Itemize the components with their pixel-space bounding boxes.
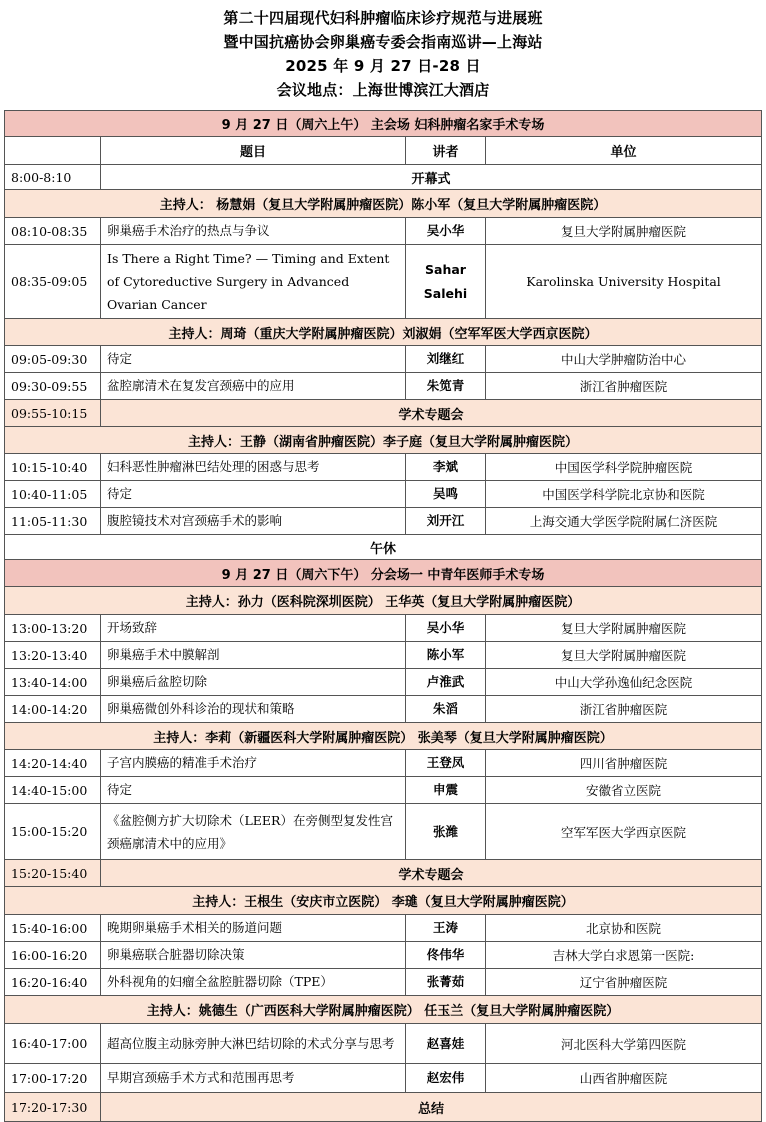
speaker-affiliation: 复旦大学附属肿瘤医院 — [486, 615, 762, 642]
schedule-table — [4, 110, 762, 1122]
talk-row — [5, 750, 762, 777]
speaker-column-header: 讲者 — [406, 137, 486, 165]
talk-row — [5, 1064, 762, 1093]
talk-row — [5, 696, 762, 723]
agenda-item-title: 开幕式 — [101, 165, 762, 190]
talk-row — [5, 915, 762, 942]
time-slot: 17:20-17:30 — [5, 1093, 101, 1122]
topic-column-header: 题目 — [101, 137, 406, 165]
moderator-row — [5, 723, 762, 750]
program-venue: 会议地点：上海世博滨江大酒店 — [276, 81, 490, 99]
speaker-affiliation: Karolinska University Hospital — [486, 245, 762, 319]
moderator-text: 主持人：孙力（医科院深圳医院） 王华英（复旦大学附属肿瘤医院） — [5, 587, 762, 615]
talk-row — [5, 481, 762, 508]
talk-row — [5, 804, 762, 860]
talk-row — [5, 454, 762, 481]
talk-row — [5, 642, 762, 669]
talk-topic: 开场致辞 — [101, 615, 406, 642]
speaker-name: 李斌 — [406, 454, 486, 481]
talk-row — [5, 615, 762, 642]
moderator-text: 主持人：王根生（安庆市立医院） 李璡（复旦大学附属肿瘤医院） — [5, 887, 762, 915]
time-slot: 17:00-17:20 — [5, 1064, 101, 1093]
speaker-affiliation: 山西省肿瘤医院 — [486, 1064, 762, 1093]
talk-topic: 外科视角的妇瘤全盆腔脏器切除（TPE） — [101, 969, 406, 996]
moderator-text: 主持人：王静（湖南省肿瘤医院）李子庭（复旦大学附属肿瘤医院） — [5, 427, 762, 454]
speaker-affiliation: 中山大学肿瘤防治中心 — [486, 346, 762, 373]
time-slot: 15:20-15:40 — [5, 860, 101, 887]
speaker-affiliation: 河北医科大学第四医院 — [486, 1024, 762, 1064]
moderator-row — [5, 887, 762, 915]
speaker-name: 刘开江 — [406, 508, 486, 535]
speaker-affiliation: 中国医学科学院北京协和医院 — [486, 481, 762, 508]
talk-topic: 妇科恶性肿瘤淋巴结处理的困惑与思考 — [101, 454, 406, 481]
speaker-name: 佟伟华 — [406, 942, 486, 969]
talk-topic: 待定 — [101, 481, 406, 508]
time-slot: 09:30-09:55 — [5, 373, 101, 400]
time-slot: 13:40-14:00 — [5, 669, 101, 696]
speaker-name: 陈小军 — [406, 642, 486, 669]
time-slot: 16:40-17:00 — [5, 1024, 101, 1064]
speaker-affiliation: 吉林大学白求恩第一医院: — [486, 942, 762, 969]
moderator-text: 主持人：李莉（新疆医科大学附属肿瘤医院） 张美琴（复旦大学附属肿瘤医院） — [5, 723, 762, 750]
talk-topic: 超高位腹主动脉旁肿大淋巴结切除的术式分享与思考 — [101, 1024, 406, 1064]
speaker-affiliation: 辽宁省肿瘤医院 — [486, 969, 762, 996]
agenda-item-row — [5, 165, 762, 190]
talk-topic: 盆腔廓清术在复发宫颈癌中的应用 — [101, 373, 406, 400]
break-row — [5, 535, 762, 560]
talk-row — [5, 508, 762, 535]
talk-topic: 早期宫颈癌手术方式和范围再思考 — [101, 1064, 406, 1093]
talk-topic: 待定 — [101, 346, 406, 373]
moderator-row — [5, 319, 762, 346]
moderator-text: 主持人：姚德生（广西医科大学附属肿瘤医院） 任玉兰（复旦大学附属肿瘤医院） — [5, 996, 762, 1024]
program-subtitle: 暨中国抗癌协会卵巢癌专委会指南巡讲—上海站 — [223, 33, 543, 51]
agenda-item-row — [5, 860, 762, 887]
time-slot: 14:40-15:00 — [5, 777, 101, 804]
session-header-row — [5, 560, 762, 587]
time-slot: 11:05-11:30 — [5, 508, 101, 535]
program-header — [0, 0, 766, 102]
speaker-name: 张潍 — [406, 804, 486, 860]
speaker-name: 吴鸣 — [406, 481, 486, 508]
speaker-affiliation: 上海交通大学医学院附属仁济医院 — [486, 508, 762, 535]
speaker-affiliation: 空军军医大学西京医院 — [486, 804, 762, 860]
moderator-text: 主持人：周琦（重庆大学附属肿瘤医院）刘淑娟（空军军医大学西京医院） — [5, 319, 762, 346]
session-title: 9 月 27 日（周六下午） 分会场一 中青年医师手术专场 — [5, 560, 762, 587]
unit-column-header: 单位 — [486, 137, 762, 165]
speaker-name: 卢淮武 — [406, 669, 486, 696]
time-slot: 15:40-16:00 — [5, 915, 101, 942]
talk-row — [5, 1024, 762, 1064]
speaker-affiliation: 中山大学孙逸仙纪念医院 — [486, 669, 762, 696]
speaker-affiliation: 安徽省立医院 — [486, 777, 762, 804]
speaker-affiliation: 复旦大学附属肿瘤医院 — [486, 218, 762, 245]
time-slot: 09:05-09:30 — [5, 346, 101, 373]
time-slot: 14:00-14:20 — [5, 696, 101, 723]
speaker-affiliation: 浙江省肿瘤医院 — [486, 696, 762, 723]
column-header-row — [5, 137, 762, 165]
time-slot: 10:15-10:40 — [5, 454, 101, 481]
speaker-name: 赵喜娃 — [406, 1024, 486, 1064]
speaker-name: 吴小华 — [406, 615, 486, 642]
moderator-text: 主持人： 杨慧娟（复旦大学附属肿瘤医院）陈小军（复旦大学附属肿瘤医院） — [5, 190, 762, 218]
speaker-name: Sahar Salehi — [406, 245, 486, 319]
speaker-name: 张菁茹 — [406, 969, 486, 996]
talk-row — [5, 969, 762, 996]
program-dates: 2025 年 9 月 27 日-28 日 — [285, 57, 481, 75]
speaker-name: 朱滔 — [406, 696, 486, 723]
time-slot: 16:20-16:40 — [5, 969, 101, 996]
speaker-name: 朱笕青 — [406, 373, 486, 400]
talk-row — [5, 218, 762, 245]
talk-topic: 卵巢癌手术中膜解剖 — [101, 642, 406, 669]
talk-topic: 腹腔镜技术对宫颈癌手术的影响 — [101, 508, 406, 535]
speaker-name: 申震 — [406, 777, 486, 804]
agenda-item-title: 总结 — [101, 1093, 762, 1122]
moderator-row — [5, 587, 762, 615]
agenda-item-title: 学术专题会 — [101, 400, 762, 427]
agenda-item-row — [5, 400, 762, 427]
talk-row — [5, 669, 762, 696]
talk-topic: 卵巢癌联合脏器切除决策 — [101, 942, 406, 969]
speaker-affiliation: 浙江省肿瘤医院 — [486, 373, 762, 400]
speaker-name: 吴小华 — [406, 218, 486, 245]
time-slot: 15:00-15:20 — [5, 804, 101, 860]
speaker-name: 刘继红 — [406, 346, 486, 373]
program-title: 第二十四届现代妇科肿瘤临床诊疗规范与进展班 — [223, 9, 543, 27]
speaker-name: 赵宏伟 — [406, 1064, 486, 1093]
talk-topic: 卵巢癌后盆腔切除 — [101, 669, 406, 696]
time-slot: 16:00-16:20 — [5, 942, 101, 969]
talk-row — [5, 777, 762, 804]
time-slot: 13:00-13:20 — [5, 615, 101, 642]
talk-topic: 子宫内膜癌的精准手术治疗 — [101, 750, 406, 777]
talk-row — [5, 346, 762, 373]
time-slot: 14:20-14:40 — [5, 750, 101, 777]
speaker-affiliation: 四川省肿瘤医院 — [486, 750, 762, 777]
talk-topic: 卵巢癌微创外科诊治的现状和策略 — [101, 696, 406, 723]
talk-topic: 卵巢癌手术治疗的热点与争议 — [101, 218, 406, 245]
time-slot: 08:35-09:05 — [5, 245, 101, 319]
break-label: 午休 — [5, 535, 762, 560]
agenda-item-title: 学术专题会 — [101, 860, 762, 887]
talk-row — [5, 245, 762, 319]
talk-topic: 晚期卵巢癌手术相关的肠道问题 — [101, 915, 406, 942]
moderator-row — [5, 996, 762, 1024]
talk-row — [5, 373, 762, 400]
talk-topic: 待定 — [101, 777, 406, 804]
time-slot: 8:00-8:10 — [5, 165, 101, 190]
speaker-name: 王登凤 — [406, 750, 486, 777]
moderator-row — [5, 427, 762, 454]
agenda-item-row — [5, 1093, 762, 1122]
time-slot: 10:40-11:05 — [5, 481, 101, 508]
time-slot: 08:10-08:35 — [5, 218, 101, 245]
talk-topic: 《盆腔侧方扩大切除术（LEER）在旁侧型复发性宫颈癌廓清术中的应用》 — [101, 804, 406, 860]
time-column-header — [5, 137, 101, 165]
speaker-affiliation: 中国医学科学院肿瘤医院 — [486, 454, 762, 481]
session-title: 9 月 27 日（周六上午） 主会场 妇科肿瘤名家手术专场 — [5, 111, 762, 137]
talk-row — [5, 942, 762, 969]
speaker-affiliation: 北京协和医院 — [486, 915, 762, 942]
talk-topic: Is There a Right Time? — Timing and Extent of Cytoreductive Surgery in Advanced Ovarian Cancer — [101, 245, 406, 319]
speaker-name: 王涛 — [406, 915, 486, 942]
time-slot: 09:55-10:15 — [5, 400, 101, 427]
session-header-row — [5, 111, 762, 137]
time-slot: 13:20-13:40 — [5, 642, 101, 669]
moderator-row — [5, 190, 762, 218]
speaker-affiliation: 复旦大学附属肿瘤医院 — [486, 642, 762, 669]
